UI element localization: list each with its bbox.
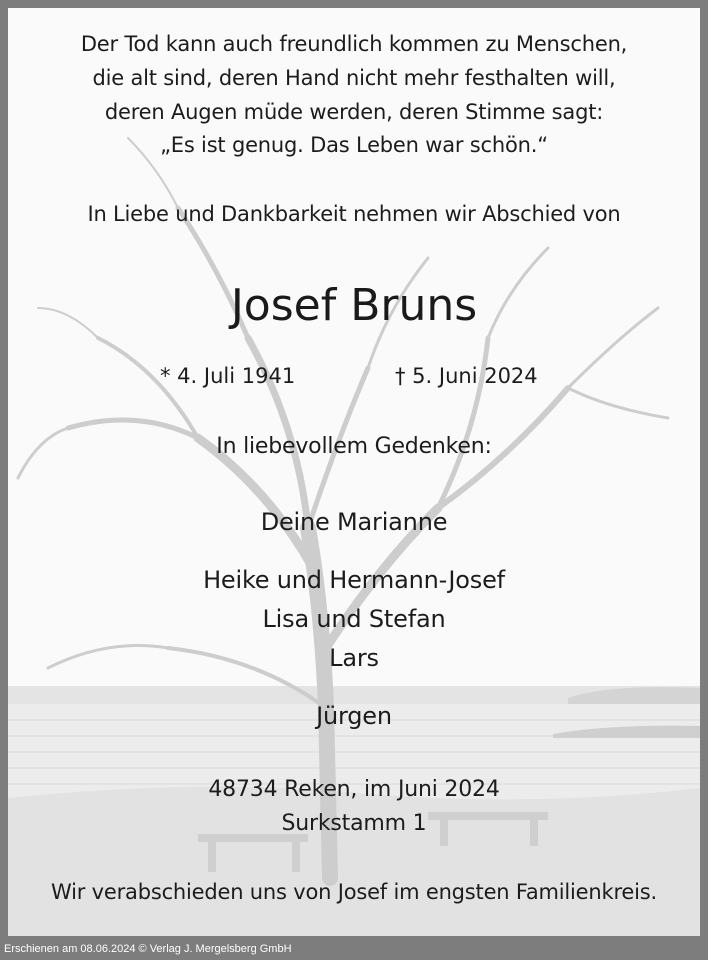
place-date: 48734 Reken, im Juni 2024 [208, 777, 500, 802]
family-children-3: Lars [329, 644, 379, 672]
obituary-card [8, 8, 700, 936]
family-children-4: Jürgen [316, 702, 392, 730]
family-children-2: Lisa und Stefan [262, 605, 446, 633]
family-children-1: Heike und Hermann-Josef [203, 566, 505, 594]
closing-note: Wir verabschieden uns von Josef im engsten Familienkreis. [51, 880, 657, 904]
publication-footer: Erschienen am 08.06.2024 © Verlag J. Mergelsberg GmbH [4, 943, 292, 955]
verse-line-2: die alt sind, deren Hand nicht mehr festhalten will, [92, 66, 616, 90]
verse-line-4: „Es ist genug. Das Leben war schön.“ [160, 133, 548, 157]
verse-line-3: deren Augen müde werden, deren Stimme sagt: [104, 100, 604, 124]
birth-date: * 4. Juli 1941 [160, 364, 296, 388]
street-address: Surkstamm 1 [281, 811, 427, 836]
deceased-name: Josef Bruns [230, 280, 478, 331]
remembrance-heading: In liebevollem Gedenken: [216, 434, 492, 459]
verse-line-1: Der Tod kann auch freundlich kommen zu Menschen, [80, 32, 628, 56]
death-date: † 5. Juni 2024 [395, 364, 538, 388]
announcement-text: In Liebe und Dankbarkeit nehmen wir Abschied von [87, 202, 621, 226]
family-spouse: Deine Marianne [260, 508, 448, 536]
